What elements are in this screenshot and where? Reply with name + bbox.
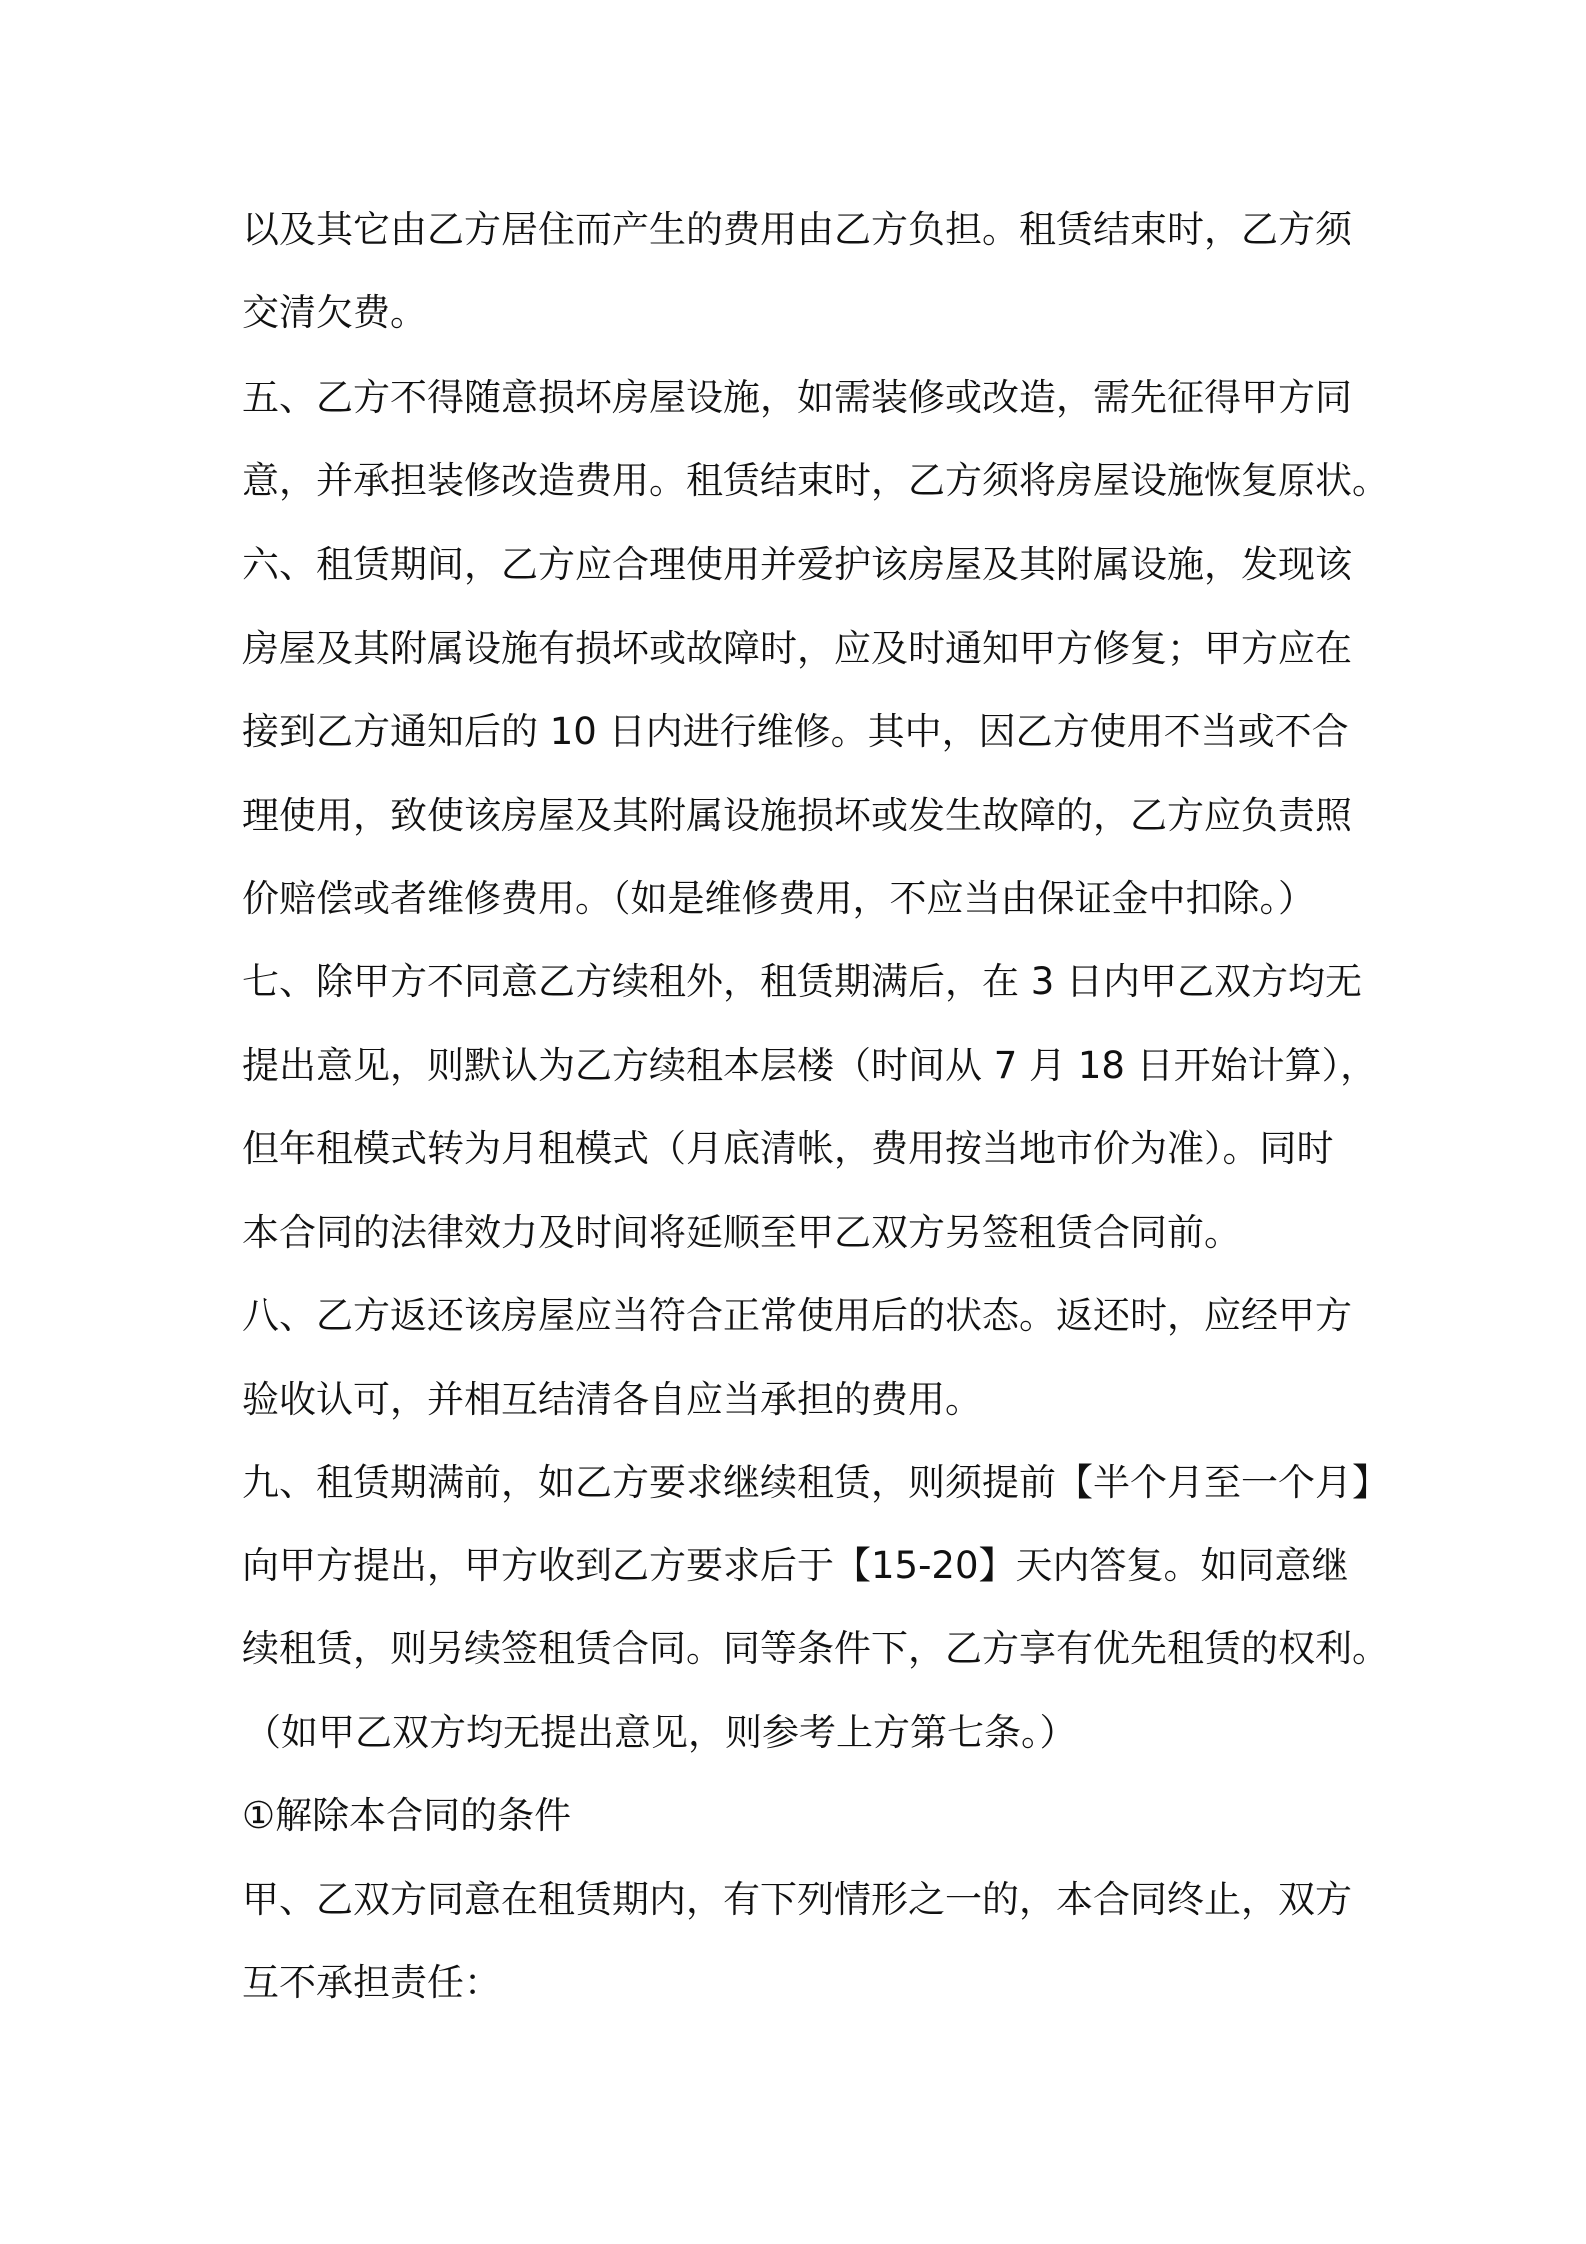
text-line: 接到乙方通知后的 10 日内进行维修。其中，因乙方使用不当或不合 [242,710,1349,753]
text-line: 五、乙方不得随意损坏房屋设施，如需装修或改造，需先征得甲方同 [242,376,1352,419]
text-line: 交清欠费。 [242,291,427,334]
text-line: 续租赁，则另续签租赁合同。同等条件下，乙方享有优先租赁的权利。 [242,1627,1389,1670]
text-line: 以及其它由乙方居住而产生的费用由乙方负担。租赁结束时，乙方须 [242,208,1352,251]
text-line: 六、租赁期间，乙方应合理使用并爱护该房屋及其附属设施，发现该 [242,543,1352,586]
text-line: 验收认可，并相互结清各自应当承担的费用。 [242,1378,982,1421]
text-line: 提出意见，则默认为乙方续租本层楼（时间从 7 月 18 日开始计算）， [242,1044,1378,1087]
text-line: 甲、乙双方同意在租赁期内，有下列情形之一的，本合同终止，双方 [242,1878,1352,1921]
text-line: 九、租赁期满前，如乙方要求继续租赁，则须提前【半个月至一个月】 [242,1461,1389,1504]
text-line: （如甲乙双方均无提出意见，则参考上方第七条。） [244,1711,1077,1754]
text-line: 本合同的法律效力及时间将延顺至甲乙双方另签租赁合同前。 [242,1211,1241,1254]
text-line: 但年租模式转为月租模式（月底清帐，费用按当地市价为准）。同时 [242,1127,1334,1170]
section-heading: ①解除本合同的条件 [242,1794,572,1837]
text-line: 价赔偿或者维修费用。（如是维修费用，不应当由保证金中扣除。） [242,877,1315,920]
text-line: 互不承担责任： [242,1961,501,2004]
text-line: 向甲方提出，甲方收到乙方要求后于【15-20】天内答复。如同意继 [242,1544,1349,1587]
text-line: 七、除甲方不同意乙方续租外，租赁期满后，在 3 日内甲乙双方均无 [242,960,1363,1003]
text-line: 理使用，致使该房屋及其附属设施损坏或发生故障的，乙方应负责照 [242,794,1352,837]
text-line: 八、乙方返还该房屋应当符合正常使用后的状态。返还时，应经甲方 [242,1294,1352,1337]
text-line: 房屋及其附属设施有损坏或故障时，应及时通知甲方修复；甲方应在 [242,627,1352,670]
text-line: 意，并承担装修改造费用。租赁结束时，乙方须将房屋设施恢复原状。 [242,459,1389,502]
